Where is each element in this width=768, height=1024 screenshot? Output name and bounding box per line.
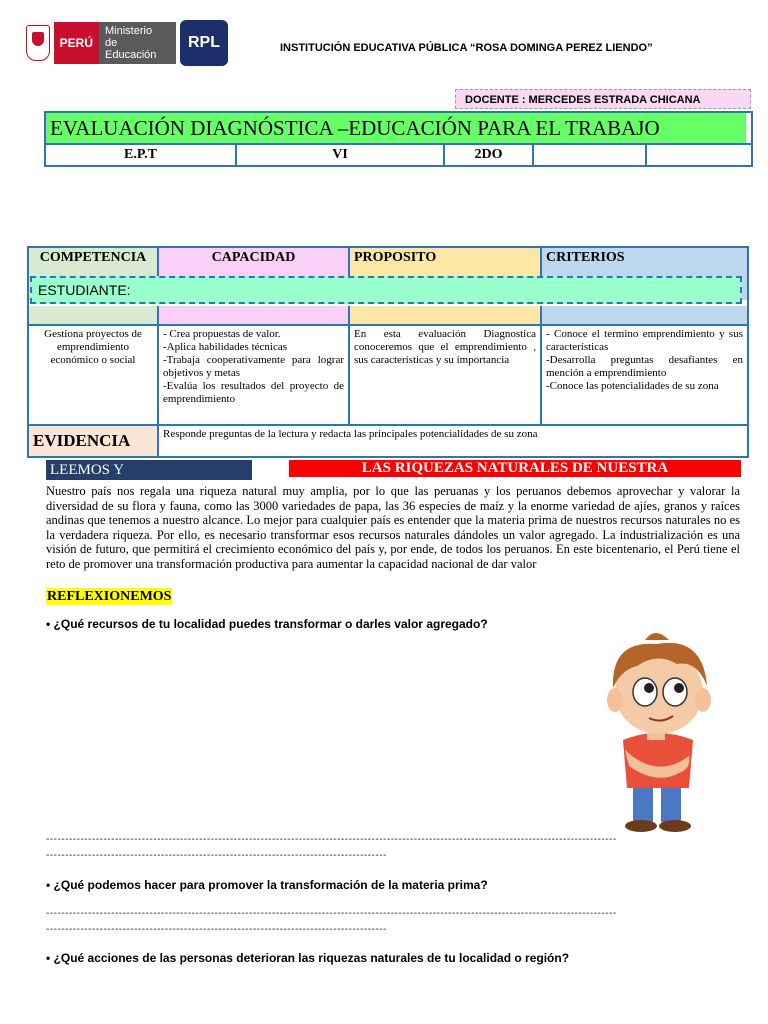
info-row xyxy=(44,145,753,167)
reading-label: LEEMOS Y xyxy=(46,460,252,480)
answer-line[interactable]: ----------------------------------------------------------------------------------------- xyxy=(46,924,387,935)
header-criterios: CRITERIOS xyxy=(542,248,747,300)
info-blank-2 xyxy=(647,145,751,165)
competencia-text: Gestiona proyectos de emprendimiento económico o social xyxy=(29,324,159,424)
ministry-name-line2: de Educación xyxy=(105,37,157,61)
capacidad-text: - Crea propuestas de valor. -Aplica habilidades técnicas -Trabaja cooperativamente para lograr objetivos y metas -Evalúa los resultados del proyecto de emprendimiento xyxy=(159,324,350,424)
ministry-logo xyxy=(26,22,176,64)
info-blank-1 xyxy=(534,145,647,165)
answer-line[interactable]: ----------------------------------------------------------------------------------------------------------------------------------------------------- xyxy=(46,908,617,919)
question-3: • ¿Qué acciones de las personas deterioran las riquezas naturales de tu localidad o región? xyxy=(46,951,570,965)
reading-title: LAS RIQUEZAS NATURALES DE NUESTRA xyxy=(289,460,741,477)
info-cycle: VI xyxy=(237,145,445,165)
ministry-name xyxy=(99,22,176,64)
boy-illustration xyxy=(585,630,735,835)
evidence-label: EVIDENCIA xyxy=(29,426,159,456)
ministry-country: PERÚ xyxy=(54,22,99,64)
spacer-row xyxy=(29,306,747,324)
student-name-field[interactable]: ESTUDIANTE: xyxy=(30,276,742,304)
evidence-row xyxy=(29,424,747,456)
peru-shield-icon xyxy=(26,25,50,61)
spacer-cell xyxy=(29,306,159,324)
info-area: E.P.T xyxy=(46,145,237,165)
answer-line[interactable]: ----------------------------------------------------------------------------------------------------------------------------------------------------- xyxy=(46,834,617,845)
institution-name: INSTITUCIÓN EDUCATIVA PÚBLICA “ROSA DOMINGA PEREZ LIENDO” xyxy=(280,42,653,54)
criterios-text: - Conoce el termino emprendimiento y sus características -Desarrolla preguntas desafiantes en mención a emprendimiento -Conoce las potencialidades de su zona xyxy=(542,324,747,424)
ministry-name-line1: Ministerio xyxy=(105,25,153,37)
proposito-text: En esta evaluación Diagnostica conoceremos que el emprendimiento , sus características y su importancia xyxy=(350,324,542,424)
header-capacidad: CAPACIDAD xyxy=(159,248,350,300)
spacer-cell xyxy=(159,306,350,324)
school-logo: RPL xyxy=(180,20,228,66)
spacer-cell xyxy=(350,306,542,324)
header-competencia: COMPETENCIA xyxy=(29,248,159,300)
info-grade: 2DO xyxy=(445,145,534,165)
evidence-text: Responde preguntas de la lectura y redacta las principales potencialidades de su zona xyxy=(163,428,538,440)
question-2: • ¿Qué podemos hacer para promover la transformación de la materia prima? xyxy=(46,878,488,892)
reading-paragraph: Nuestro país nos regala una riqueza natural muy amplia, por lo que las peruanas y los peruanos debemos aprovechar y valorar la diversidad de su flora y fauna, como las 3000 variedades de papa, las 36 especies de maíz y la enorme variedad de ajíes, granos y raíces andinas que tenemos a nuestro alcance. Lo mejor para cualquier país es entender que la materia prima de nuestros recursos naturales no es la verdadera riqueza. Por ello, es necesario transformar esos recursos naturales dándoles un valor agregado. La industrialización es una visión de futuro, que permitirá el crecimiento económico del país y, por ende, de todos los peruanos. En este bicentenario, el Perú tiene el reto de promover una transformación productiva para aumentar la capacidad nacional de dar valor xyxy=(46,484,740,571)
question-1: • ¿Qué recursos de tu localidad puedes transformar o darles valor agregado? xyxy=(46,617,488,631)
page-title: EVALUACIÓN DIAGNÓSTICA –EDUCACIÓN PARA EL TRABAJO xyxy=(46,113,746,143)
teacher-label: DOCENTE : MERCEDES ESTRADA CHICANA xyxy=(455,89,751,109)
header-proposito: PROPOSITO xyxy=(350,248,542,300)
reflection-heading: REFLEXIONEMOS xyxy=(47,589,172,604)
answer-line[interactable]: ----------------------------------------------------------------------------------------- xyxy=(46,850,387,861)
spacer-cell xyxy=(542,306,747,324)
